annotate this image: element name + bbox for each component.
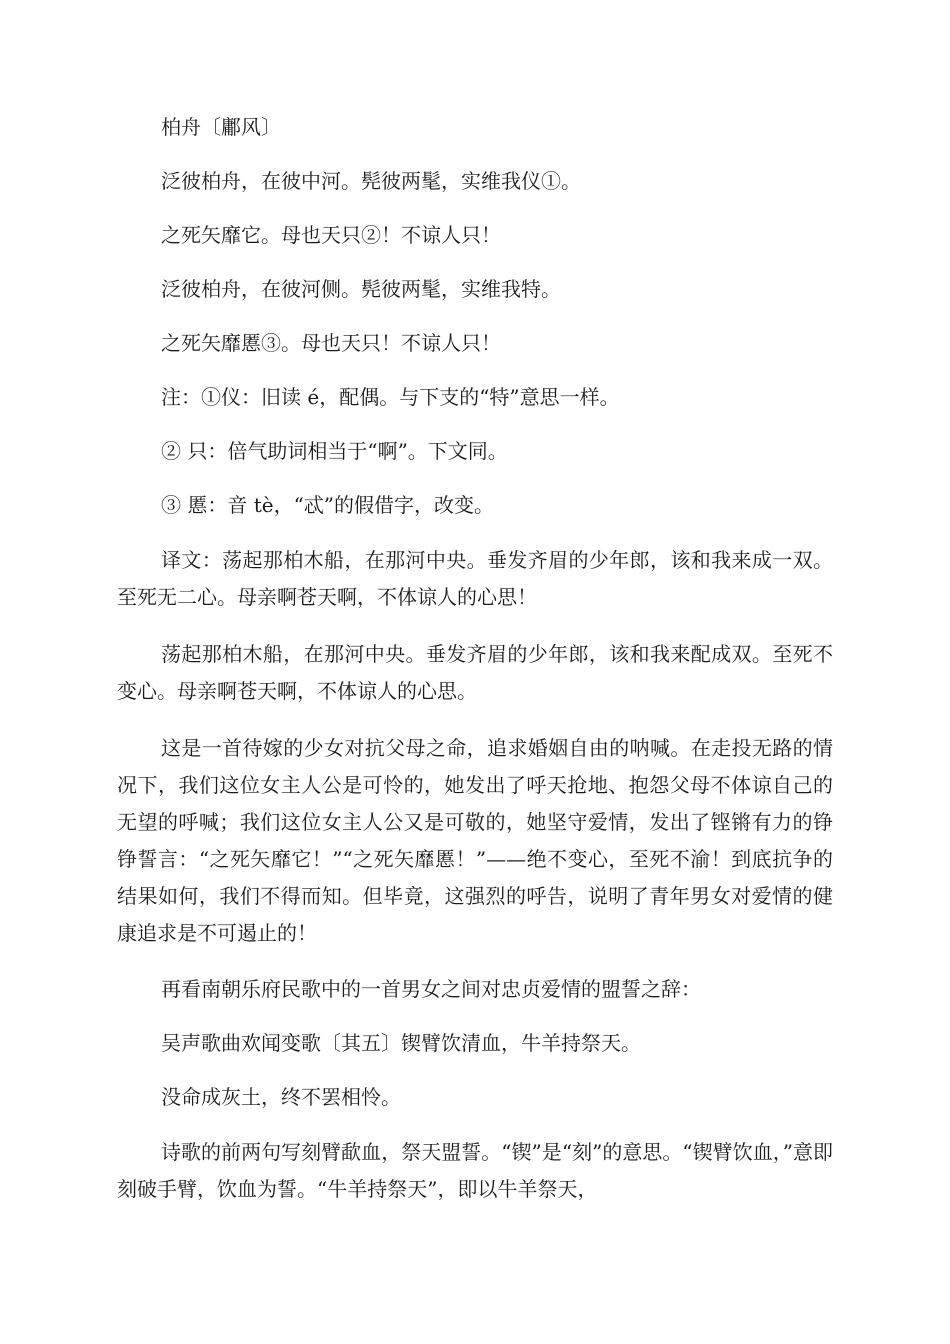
translation-paragraph: 荡起那柏木船，在那河中央。垂发齐眉的少年郎，该和我来配成双。至死不变心。母亲啊苍天啊，不体谅人的心思。 bbox=[117, 642, 833, 703]
poem-line: 之死矢靡它。母也天只②！不谅人只！ bbox=[161, 223, 501, 247]
translation-paragraph: 译文：荡起那柏木船，在那河中央。垂发齐眉的少年郎，该和我来成一双。至死无二心。母亲啊苍天啊，不体谅人的心思！ bbox=[117, 548, 833, 609]
poem-line: 没命成灰土，终不罢相怜。 bbox=[161, 1085, 401, 1109]
document-page bbox=[117, 110, 833, 1228]
analysis-paragraph: 诗歌的前两句写刻臂歃血，祭天盟誓。“锲”是“刻”的意思。“锲臂饮血，”意即刻破手臂，饮血为誓。“牛羊持祭天”，即以牛羊祭天， bbox=[117, 1140, 833, 1201]
note-line: ③ 慝：音 tè，“忒”的假借字，改变。 bbox=[161, 493, 495, 517]
note-line: 注：①仪：旧读 é，配偶。与下支的“特”意思一样。 bbox=[161, 385, 620, 409]
poem-title-line: 吴声歌曲欢闻变歌〔其五〕锲臂饮清血，牛羊持祭天。 bbox=[161, 1031, 641, 1055]
poem-line: 泛彼柏舟，在彼中河。髡彼两髦，实维我仪①。 bbox=[161, 169, 581, 193]
intro-line: 再看南朝乐府民歌中的一首男女之间对忠贞爱情的盟誓之辞： bbox=[161, 977, 701, 1001]
analysis-paragraph: 这是一首待嫁的少女对抗父母之命，追求婚姻自由的呐喊。在走投无路的情况下，我们这位女主人公是可怜的，她发出了呼天抢地、抱怨父母不体谅自己的无望的呼喊；我们这位女主人公又是可敬的，她坚守爱情，发出了铿锵有力的铮铮誓言：“之死矢靡它！”“之死矢靡慝！”——绝不变心，至死不渝！到底抗争的结果如何，我们不得而知。但毕竟，这强烈的呼告，说明了青年男女对爱情的健康追求是不可遏止的！ bbox=[117, 736, 833, 945]
poem-line: 泛彼柏舟，在彼河侧。髡彼两髦，实维我特。 bbox=[161, 277, 561, 301]
poem-title: 柏舟〔鄘风〕 bbox=[161, 115, 281, 139]
poem-line: 之死矢靡慝③。母也天只！不谅人只！ bbox=[161, 331, 501, 355]
note-line: ② 只：倍气助词相当于“啊”。下文同。 bbox=[161, 439, 508, 463]
